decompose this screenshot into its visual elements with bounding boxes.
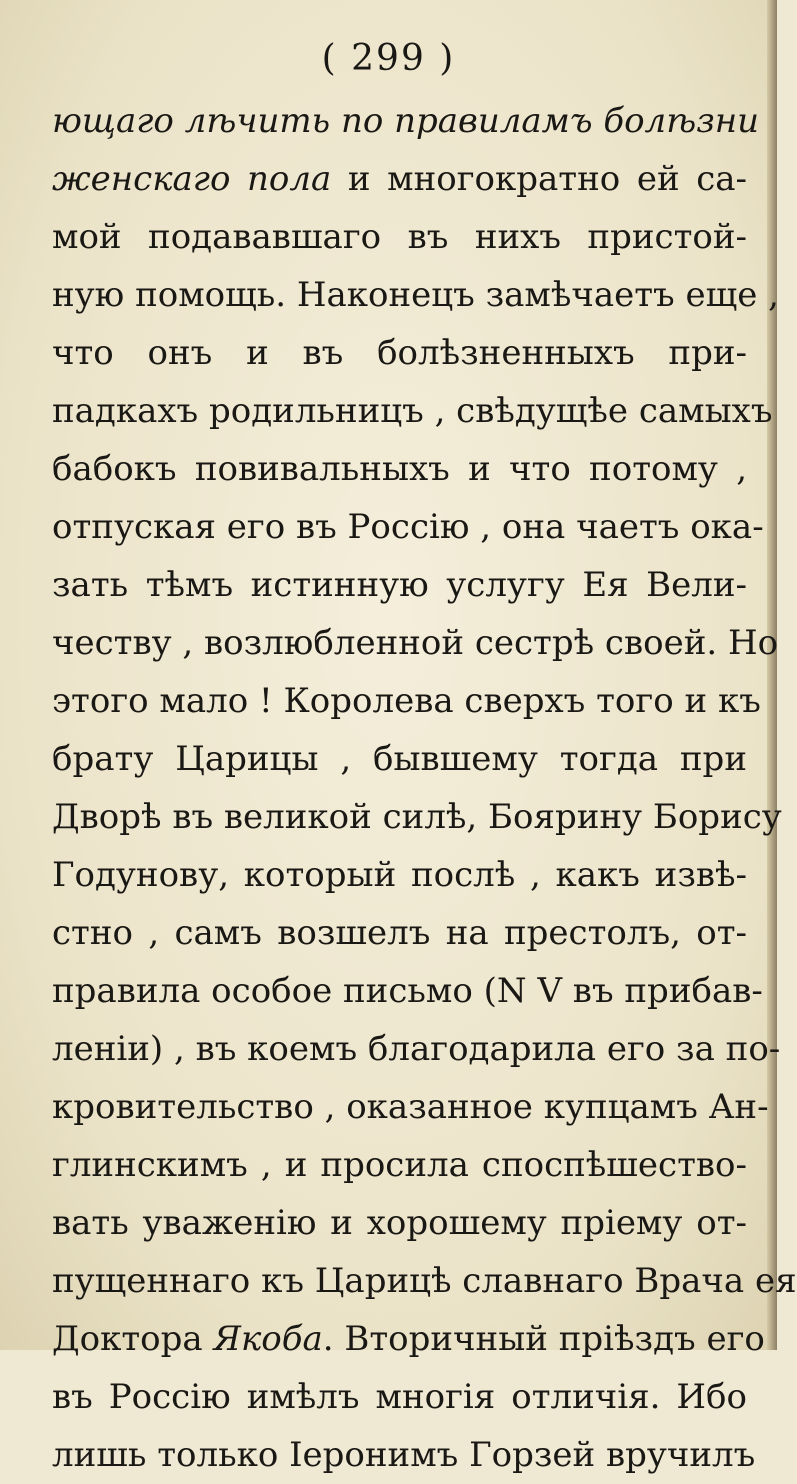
- text-segment: правила особое письмо (N V въ прибав-: [52, 971, 763, 1011]
- text-segment: . Вторичный пріѣздъ его: [322, 1319, 765, 1359]
- text-segment: мой подававшаго въ нихъ пристой-: [52, 217, 747, 257]
- text-line: [52, 150, 747, 208]
- text-line: [52, 498, 764, 556]
- text-line: [52, 614, 779, 672]
- text-line: [52, 1194, 747, 1252]
- text-segment: Дворѣ въ великой силѣ, Боярину Борису: [52, 797, 782, 837]
- text-line: [52, 672, 761, 730]
- text-segment: вать уваженію и хорошему пріему от-: [52, 1203, 747, 1243]
- text-line: [52, 1368, 747, 1426]
- text-segment: Годунову, который послѣ , какъ извѣ-: [52, 855, 747, 895]
- text-segment: Доктора: [52, 1319, 214, 1359]
- text-line: [52, 556, 747, 614]
- text-segment: ную помощь. Наконецъ замѣчаетъ еще ,: [52, 275, 779, 315]
- text-segment: зать тѣмъ истинную услугу Ея Вели-: [52, 565, 747, 605]
- text-line: [52, 208, 747, 266]
- italic-text: Якоба: [213, 1319, 323, 1359]
- text-segment: честву , возлюбленной сестрѣ своей. Но: [52, 623, 779, 663]
- text-segment: лишь только Іеронимъ Горзей вручилъ: [52, 1435, 756, 1475]
- text-segment: пущеннаго къ Царицѣ славнаго Врача ея: [52, 1261, 797, 1301]
- text-segment: въ Россію имѣлъ многія отличія. Ибо: [52, 1377, 747, 1417]
- text-line: [52, 382, 773, 440]
- text-segment: отпуская его въ Россію , она чаетъ ока-: [52, 507, 764, 547]
- text-line: [52, 1078, 769, 1136]
- text-segment: и многократно ей са-: [331, 159, 747, 199]
- text-segment: падкахъ родильницъ , свѣдущѣе самыхъ: [52, 391, 773, 431]
- text-line: [52, 846, 747, 904]
- text-line: [52, 1020, 781, 1078]
- text-line: [52, 440, 747, 498]
- italic-text: женскаго пола: [52, 159, 332, 199]
- text-line: [52, 1136, 747, 1194]
- body-text: [52, 92, 797, 1484]
- text-segment: что онъ и въ болѣзненныхъ при-: [52, 333, 747, 373]
- text-line: [52, 266, 779, 324]
- text-segment: этого мало ! Королева сверхъ того и къ: [52, 681, 761, 721]
- text-line: [52, 92, 760, 150]
- text-segment: кровительство , оказанное купцамъ Ан-: [52, 1087, 769, 1127]
- text-line: [52, 904, 747, 962]
- page-edge-shadow: [767, 0, 777, 1350]
- text-segment: брату Царицы , бывшему тогда при: [52, 739, 747, 779]
- text-segment: глинскимъ , и просила споспѣшество-: [52, 1145, 747, 1185]
- text-segment: стно , самъ возшелъ на престолъ, от-: [52, 913, 747, 953]
- text-line: [52, 788, 782, 846]
- text-segment: бабокъ повивальныхъ и что потому ,: [52, 449, 747, 489]
- text-line: [52, 1310, 765, 1368]
- text-line: [52, 1426, 756, 1484]
- text-line: [52, 962, 763, 1020]
- italic-text: ющаго лѣчить по правиламъ болѣзни: [52, 101, 760, 141]
- text-line: [52, 730, 747, 788]
- text-line: [52, 324, 747, 382]
- text-line: [52, 1252, 797, 1310]
- page-number: ( 299 ): [321, 38, 456, 79]
- text-segment: леніи) , въ коемъ благодарила его за по-: [52, 1029, 781, 1069]
